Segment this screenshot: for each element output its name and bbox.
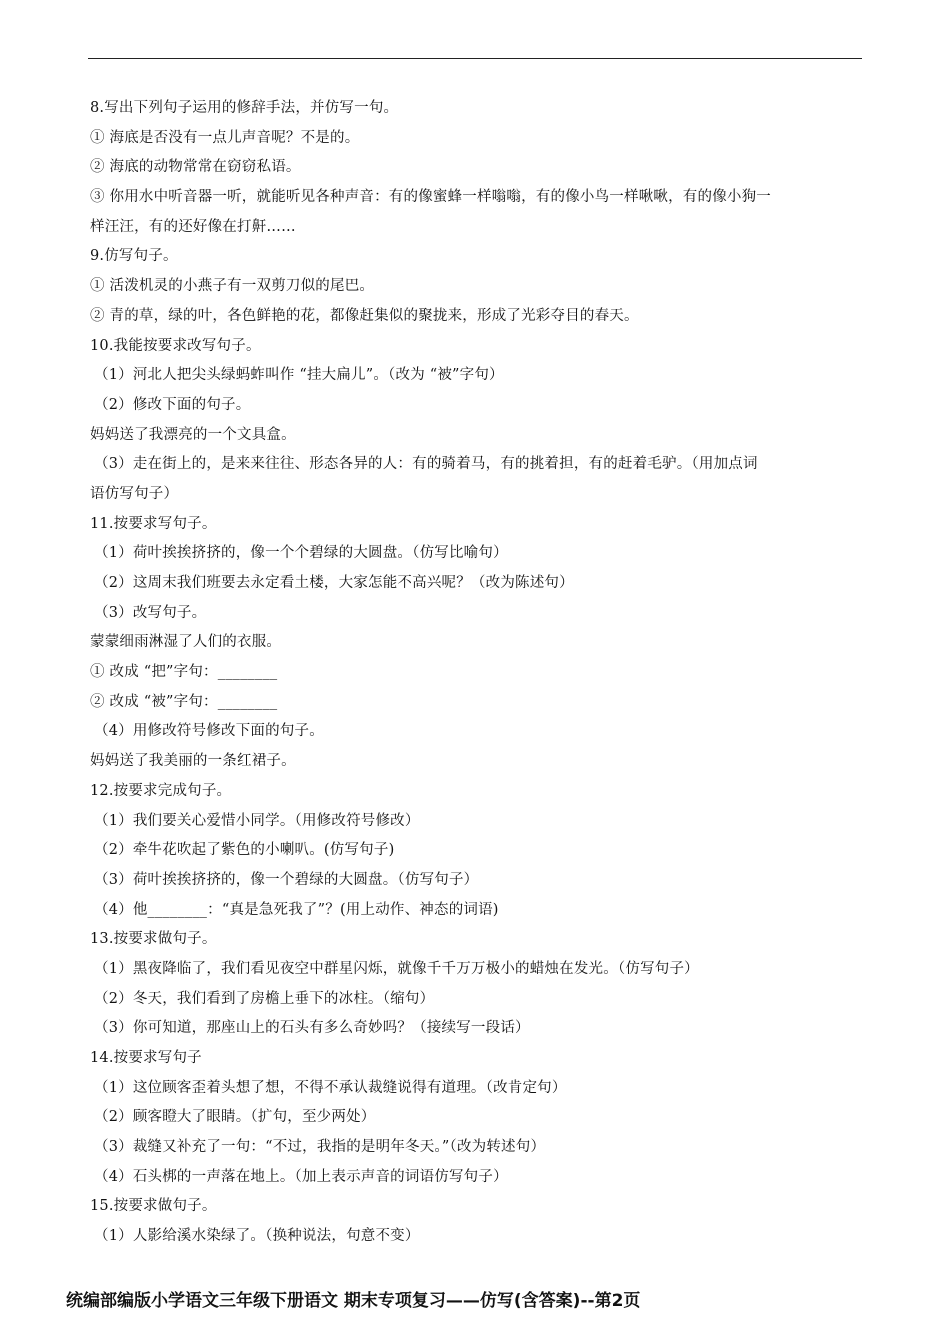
question-10-part-1: （1）河北人把尖头绿蚂蚱叫作 “挂大扁儿”。（改为 “被”字句） — [94, 367, 504, 384]
question-13-part-2: （2）冬天，我们看到了房檐上垂下的冰柱。（缩句） — [94, 990, 435, 1007]
question-12-part-4: （4）他________：“真是急死我了”？(用上动作、神态的词语) — [94, 901, 499, 918]
question-11-sentence-2: 妈妈送了我美丽的一条红裙子。 — [90, 753, 296, 770]
question-10-part-3-cont: 语仿写句子） — [90, 485, 179, 502]
question-11-title: 11.按要求写句子。 — [90, 515, 217, 532]
question-11-part-4: （4）用修改符号修改下面的句子。 — [94, 723, 324, 740]
document-body — [90, 94, 870, 1252]
question-13-title: 13.按要求做句子。 — [90, 931, 217, 948]
question-8-title: 8.写出下列句子运用的修辞手法，并仿写一句。 — [90, 100, 399, 116]
question-9-item-2: ② 青的草，绿的叶，各色鲜艳的花，都像赶集似的聚拢来，形成了光彩夺目的春天。 — [90, 307, 639, 324]
question-15-part-1: （1）人影给溪水染绿了。（换种说法，句意不变） — [94, 1228, 420, 1245]
question-12-title: 12.按要求完成句子。 — [90, 782, 232, 799]
question-14-part-1: （1）这位顾客歪着头想了想，不得不承认裁缝说得有道理。（改肯定句） — [94, 1079, 567, 1096]
question-11-part-2: （2）这周末我们班要去永定看土楼，大家怎能不高兴呢？（改为陈述句） — [94, 575, 574, 591]
question-14-part-4: （4）石头梆的一声落在地上。（加上表示声音的词语仿写句子） — [94, 1168, 508, 1185]
question-12-part-2: （2）牵牛花吹起了紫色的小喇叭。(仿写句子) — [94, 842, 395, 859]
question-13-part-3: （3）你可知道，那座山上的石头有多么奇妙吗？（接续写一段话） — [94, 1020, 530, 1037]
question-11-part-3: （3）改写句子。 — [94, 604, 207, 621]
question-10-title: 10.我能按要求改写句子。 — [90, 337, 261, 354]
question-13-part-1: （1）黑夜降临了，我们看见夜空中群星闪烁，就像千千万万极小的蜡烛在发光。（仿写句子） — [94, 960, 699, 977]
question-10-part-3: （3）走在街上的，是来来往往、形态各异的人：有的骑着马，有的挑着担，有的赶着毛驴。（用加点词 — [94, 456, 758, 473]
question-11-blank-1: ① 改成 “把”字句：________ — [90, 664, 278, 681]
question-10-part-2: （2）修改下面的句子。 — [94, 396, 251, 413]
question-11-blank-2: ② 改成 “被”字句：________ — [90, 693, 278, 710]
question-14-title: 14.按要求写句子 — [90, 1050, 202, 1066]
question-15-title: 15.按要求做句子。 — [90, 1198, 217, 1215]
question-9-item-1: ① 活泼机灵的小燕子有一双剪刀似的尾巴。 — [90, 278, 375, 295]
header-rule — [88, 58, 862, 59]
question-8-item-3-cont: 样汪汪，有的还好像在打鼾…… — [90, 218, 296, 235]
question-8-item-2: ② 海底的动物常常在窃窃私语。 — [90, 159, 301, 176]
question-11-part-1: （1）荷叶挨挨挤挤的，像一个个碧绿的大圆盘。（仿写比喻句） — [94, 545, 508, 562]
question-8-item-1: ① 海底是否没有一点儿声音呢？不是的。 — [90, 129, 360, 146]
question-14-part-2: （2）顾客瞪大了眼睛。（扩句，至少两处） — [94, 1109, 376, 1126]
question-10-sentence: 妈妈送了我漂亮的一个文具盒。 — [90, 426, 296, 443]
question-11-sentence: 蒙蒙细雨淋湿了人们的衣服。 — [90, 634, 282, 651]
question-14-part-3: （3）裁缝又补充了一句：“不过，我指的是明年冬天。”（改为转述句） — [94, 1139, 546, 1156]
question-9-title: 9.仿写句子。 — [90, 248, 178, 265]
page-footer: 统编部编版小学语文三年级下册语文 期末专项复习——仿写(含答案)--第2页 — [66, 1291, 641, 1311]
question-12-part-3: （3）荷叶挨挨挤挤的，像一个碧绿的大圆盘。（仿写句子） — [94, 871, 479, 888]
question-8-item-3: ③ 你用水中听音器一听，就能听见各种声音：有的像蜜蜂一样嗡嗡，有的像小鸟一样啾啾，有的像小狗一 — [90, 189, 772, 206]
question-12-part-1: （1）我们要关心爱惜小同学。（用修改符号修改） — [94, 812, 420, 829]
